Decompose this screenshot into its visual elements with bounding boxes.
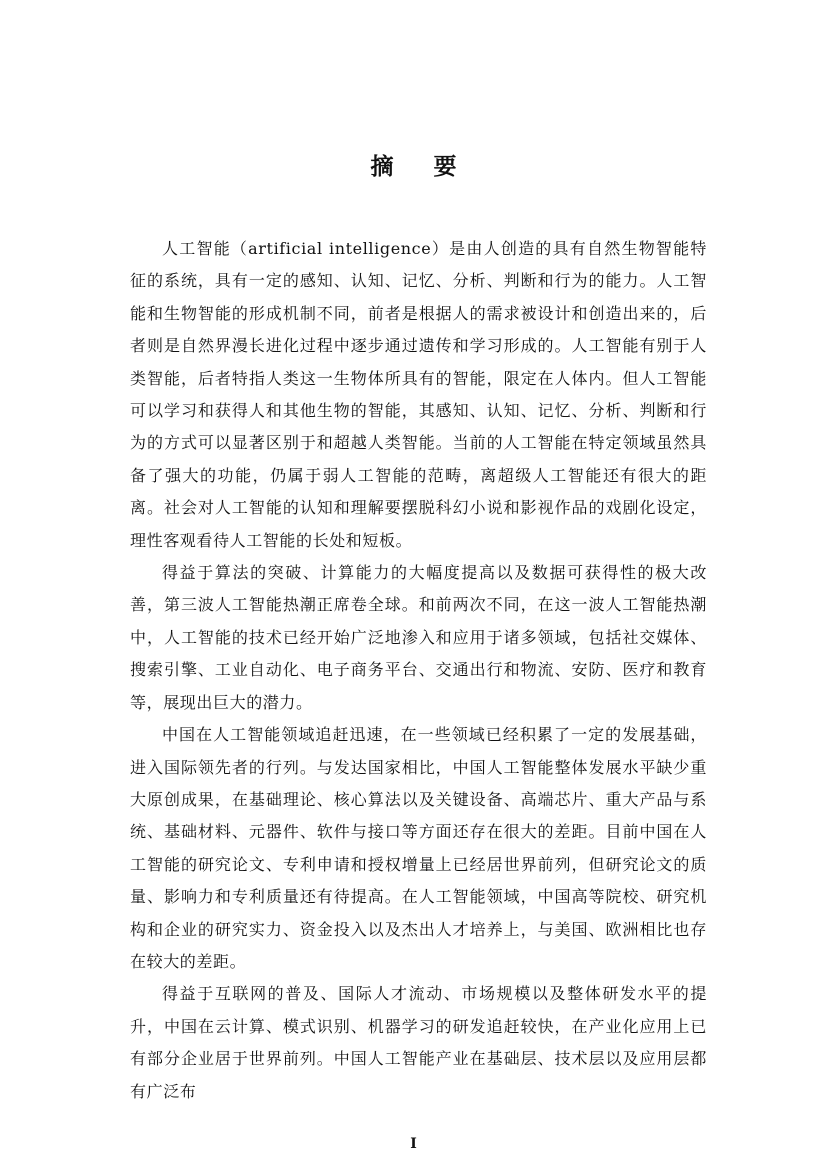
paragraph-4: 得益于互联网的普及、国际人才流动、市场规模以及整体研发水平的提升，中国在云计算、模式识别、机器学习的研发追赶较快，在产业化应用上已有部分企业居于世界前列。中国人工智能产业在基础层、技术层以及应用层都有广泛布 (130, 984, 707, 1101)
abstract-title: 摘 要 (370, 153, 473, 180)
paragraph-3: 中国在人工智能领域追赶迅速，在一些领域已经积累了一定的发展基础，进入国际领先者的行列。与发达国家相比，中国人工智能整体发展水平缺少重大原创成果，在基础理论、核心算法以及关键设备、高端芯片、重大产品与系统、基础材料、元器件、软件与接口等方面还存在很大的差距。目前中国在人工智能的研究论文、专利申请和授权增量上已经居世界前列，但研究论文的质量、影响力和专利质量还有待提高。在人工智能领域，中国高等院校、研究机构和企业的研究实力、资金投入以及杰出人才培养上，与美国、欧洲相比也存在较大的差距。 (130, 725, 707, 971)
page-number: I (410, 1136, 417, 1152)
paragraph-2: 得益于算法的突破、计算能力的大幅度提高以及数据可获得性的极大改善，第三波人工智能热潮正席卷全球。和前两次不同，在这一波人工智能热潮中，人工智能的技术已经开始广泛地渗入和应用于诸多领域，包括社交媒体、搜索引擎、工业自动化、电子商务平台、交通出行和物流、安防、医疗和教育等，展现出巨大的潜力。 (130, 563, 707, 712)
paragraph-1: 人工智能（artificial intelligence）是由人创造的具有自然生物智能特征的系统，具有一定的感知、认知、记忆、分析、判断和行为的能力。人工智能和生物智能的形成机制不同，前者是根据人的需求被设计和创造出来的，后者则是自然界漫长进化过程中逐步通过遗传和学习形成的。人工智能有别于人类智能，后者特指人类这一生物体所具有的智能，限定在人体内。但人工智能可以学习和获得人和其他生物的智能，其感知、认知、记忆、分析、判断和行为的方式可以显著区别于和超越人类智能。当前的人工智能在特定领域虽然具备了强大的功能，仍属于弱人工智能的范畴，离超级人工智能还有很大的距离。社会对人工智能的认知和理解要摆脱科幻小说和影视作品的戏剧化设定，理性客观看待人工智能的长处和短板。 (130, 239, 707, 550)
abstract-body (130, 233, 707, 1108)
